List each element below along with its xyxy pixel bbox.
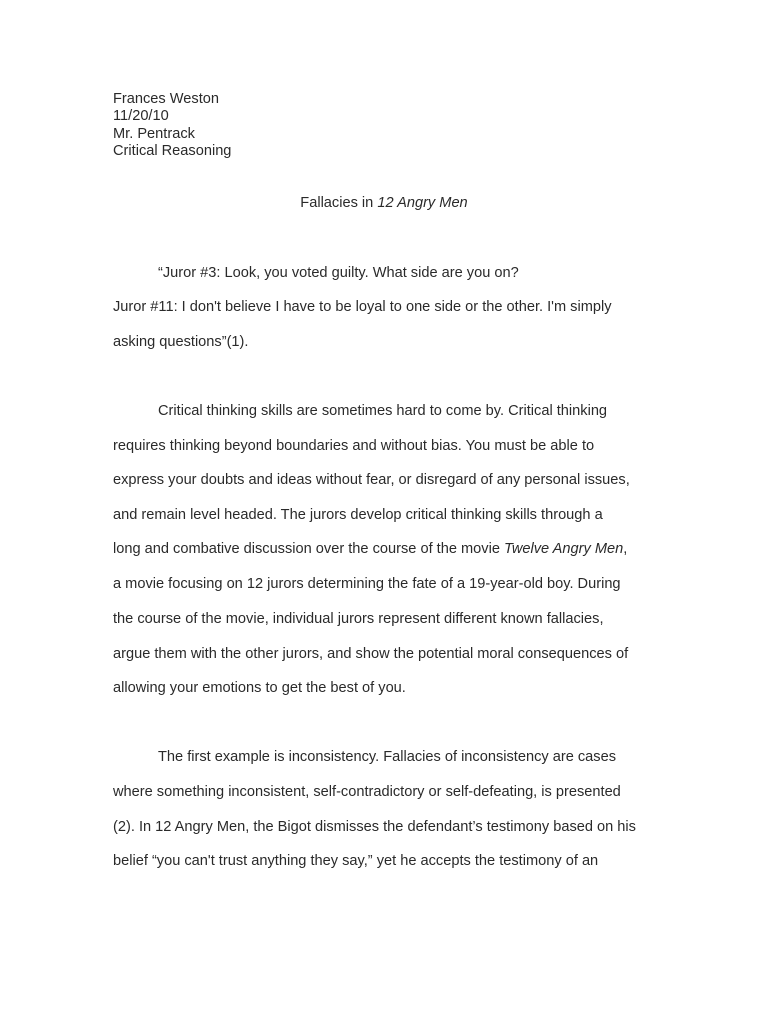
paragraph-line: the course of the movie, individual jurors represent different known fallacies,	[113, 611, 604, 627]
paragraph-line: allowing your emotions to get the best of you.	[113, 680, 406, 696]
paragraph-line: express your doubts and ideas without fear, or disregard of any personal issues,	[113, 472, 630, 488]
paragraph-line: Critical thinking skills are sometimes hard to come by. Critical thinking	[158, 403, 608, 419]
paragraph-line: a movie focusing on 12 jurors determining the fate of a 19-year-old boy. During	[113, 576, 621, 592]
paragraph-line: and remain level headed. The jurors develop critical thinking skills through a	[113, 507, 603, 523]
line-text: ,	[623, 541, 628, 557]
paragraph-line: where something inconsistent, self-contradictory or self-defeating, is presented	[113, 784, 621, 800]
line-text: long and combative discussion over the course of the movie	[113, 541, 505, 557]
movie-title-italic: Twelve Angry Men	[504, 541, 624, 557]
paragraph-line	[113, 540, 627, 558]
title-prefix: Fallacies in	[300, 195, 378, 211]
paragraph-line: (2). In 12 Angry Men, the Bigot dismisses the defendant’s testimony based on his	[113, 819, 636, 835]
quote-line: “Juror #3: Look, you voted guilty. What side are you on?	[158, 265, 519, 281]
paragraph-line: belief “you can't trust anything they say,” yet he accepts the testimony of an	[113, 853, 599, 869]
course-name: Critical Reasoning	[113, 142, 232, 159]
teacher-name: Mr. Pentrack	[113, 125, 195, 142]
document-header	[113, 91, 231, 160]
document-title	[0, 194, 768, 212]
paragraph-line: requires thinking beyond boundaries and without bias. You must be able to	[113, 438, 595, 454]
title-italic: 12 Angry Men	[377, 195, 468, 211]
quote-line: Juror #11: I don't believe I have to be loyal to one side or the other. I'm simply	[113, 299, 612, 315]
author-name: Frances Weston	[113, 91, 219, 107]
paragraph-line: The first example is inconsistency. Fallacies of inconsistency are cases	[158, 749, 616, 765]
paragraph-line: argue them with the other jurors, and show the potential moral consequences of	[113, 646, 629, 662]
document-date: 11/20/10	[113, 108, 169, 125]
quote-line: asking questions”(1).	[113, 334, 249, 350]
